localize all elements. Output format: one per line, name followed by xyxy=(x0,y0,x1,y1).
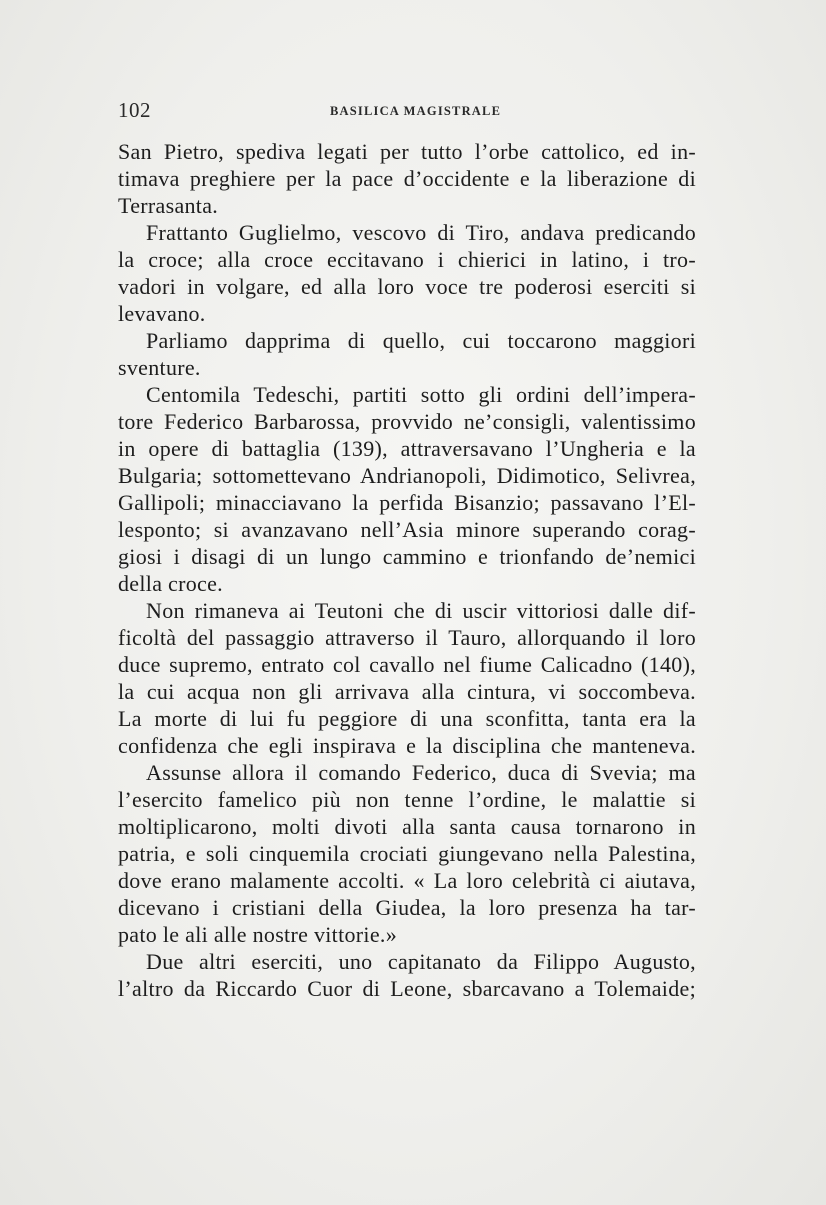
text-line: pato le ali alle nostre vittorie.» xyxy=(118,922,398,947)
text-line: confidenza che egli inspirava e la disciplina che manteneva. xyxy=(118,733,696,758)
text-line: Parliamo dapprima di quello, cui toccarono maggiori xyxy=(146,328,696,353)
text-line: Frattanto Guglielmo, vescovo di Tiro, andava predicando xyxy=(146,220,696,245)
text-line: Gallipoli; minacciavano la perfida Bisanzio; passavano l’El- xyxy=(118,490,696,515)
text-line: patria, e soli cinquemila crociati giungevano nella Palestina, xyxy=(118,841,696,866)
text-line: in opere di battaglia (139), attraversavano l’Ungheria e la xyxy=(118,436,696,461)
text-line: l’altro da Riccardo Cuor di Leone, sbarcavano a Tolemaide; xyxy=(118,976,696,1001)
text-line: Terrasanta. xyxy=(118,193,219,218)
text-line: Centomila Tedeschi, partiti sotto gli ordini dell’impera- xyxy=(146,382,696,407)
text-line: giosi i disagi di un lungo cammino e trionfando de’nemici xyxy=(118,544,696,569)
text-line: vadori in volgare, ed alla loro voce tre poderosi eserciti si xyxy=(118,274,696,299)
text-line: ficoltà del passaggio attraverso il Tauro, allorquando il loro xyxy=(118,625,696,650)
text-line: Non rimaneva ai Teutoni che di uscir vittoriosi dalle dif- xyxy=(146,598,696,623)
text-line: Assunse allora il comando Federico, duca di Svevia; ma xyxy=(146,760,696,785)
text-line: Due altri eserciti, uno capitanato da Filippo Augusto, xyxy=(146,949,696,974)
text-line: moltiplicarono, molti divoti alla santa causa tornarono in xyxy=(118,814,696,839)
text-line: la cui acqua non gli arrivava alla cintura, vi soccombeva. xyxy=(118,679,696,704)
text-line: l’esercito famelico più non tenne l’ordine, le malattie si xyxy=(118,787,696,812)
page-header xyxy=(118,98,696,126)
text-line: tore Federico Barbarossa, provvido ne’consigli, valentissimo xyxy=(118,409,696,434)
text-line: San Pietro, spediva legati per tutto l’orbe cattolico, ed in- xyxy=(118,139,696,164)
text-line: la croce; alla croce eccitavano i chierici in latino, i tro- xyxy=(118,247,696,272)
body-text xyxy=(118,138,696,1002)
text-line: Bulgaria; sottomettevano Andrianopoli, Didimotico, Selivrea, xyxy=(118,463,696,488)
text-line: levavano. xyxy=(118,301,206,326)
page-number: 102 xyxy=(118,98,151,122)
text-line: duce supremo, entrato col cavallo nel fiume Calicadno (140), xyxy=(118,652,696,677)
running-head: BASILICA MAGISTRALE xyxy=(330,104,502,118)
text-line: dove erano malamente accolti. « La loro celebrità ci aiutava, xyxy=(118,868,696,893)
text-line: lesponto; si avanzavano nell’Asia minore superando corag- xyxy=(118,517,696,542)
text-line: timava preghiere per la pace d’occidente e la liberazione di xyxy=(118,166,696,191)
text-line: della croce. xyxy=(118,571,223,596)
text-line: dicevano i cristiani della Giudea, la loro presenza ha tar- xyxy=(118,895,696,920)
text-line: La morte di lui fu peggiore di una sconfitta, tanta era la xyxy=(118,706,696,731)
text-line: sventure. xyxy=(118,355,201,380)
